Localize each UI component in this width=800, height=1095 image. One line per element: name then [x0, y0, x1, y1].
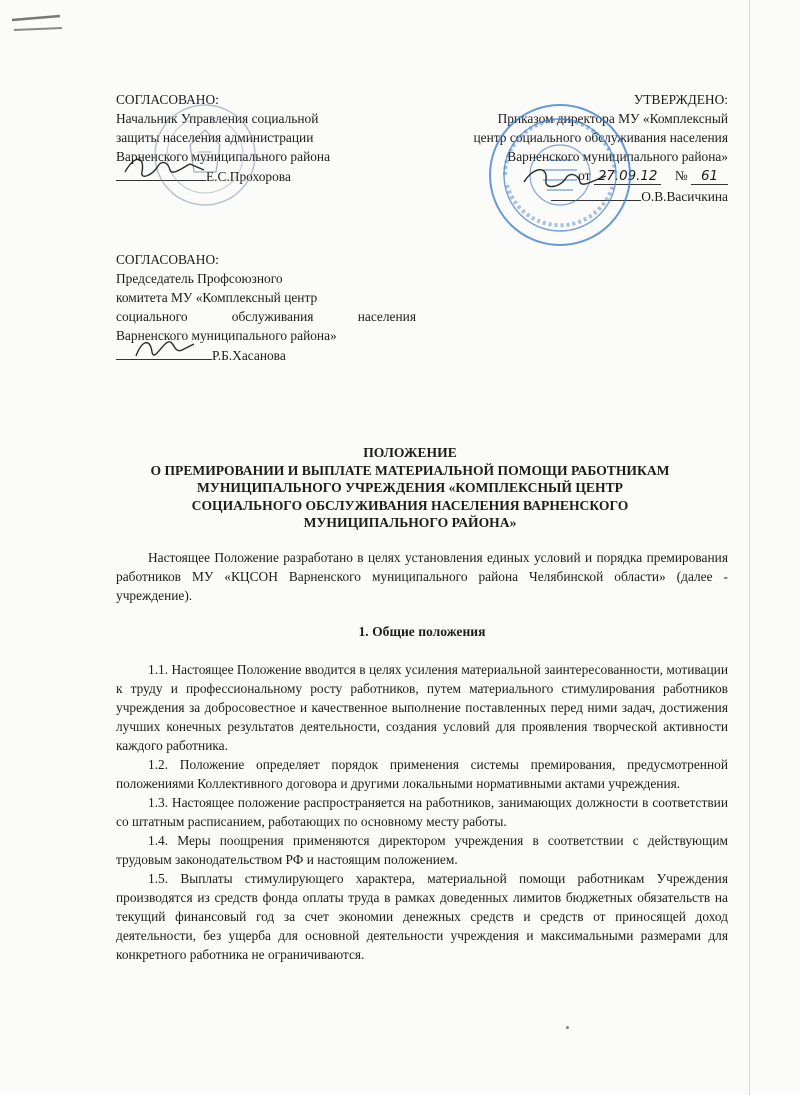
- approval-left2-line: Варненского муниципального района»: [116, 328, 337, 343]
- document-title-line: МУНИЦИПАЛЬНОГО РАЙОНА»: [303, 515, 517, 530]
- approval-left2-line: комитета МУ «Комплексный центр: [116, 290, 318, 305]
- document-title-line: О ПРЕМИРОВАНИИ И ВЫПЛАТЕ МАТЕРИАЛЬНОЙ ПОМОЩИ РАБОТНИКАМ: [150, 462, 670, 478]
- approval-left-line: Варненского муниципального района: [116, 149, 331, 164]
- approval-right-line: центр социального обслуживания населения: [473, 130, 728, 145]
- scan-speck: [566, 1026, 569, 1029]
- intro-paragraph: Настоящее Положение разработано в целях установления единых условий и порядка премирования работников МУ «КЦСОН Варненского муниципального района Челябинской области» (далее - учреждение).: [116, 550, 728, 603]
- date-prefix: от: [578, 168, 591, 183]
- approval-right-heading: УТВЕРЖДЕНО:: [633, 92, 728, 107]
- approval-left-line: Начальник Управления социальной: [116, 111, 319, 126]
- approval-left-line: защиты населения администрации: [116, 130, 314, 145]
- approval-left2-line: социального обслуживания населения: [116, 309, 416, 324]
- section-heading: 1. Общие положения: [358, 624, 486, 639]
- signature-khasanova-icon: [130, 330, 200, 366]
- approval-left2-signer: Р.Б.Хасанова: [212, 348, 286, 363]
- intro-paragraph-block: [116, 548, 728, 605]
- signature-prokhorova-icon: [120, 146, 210, 186]
- approval-left2-line: Председатель Профсоюзного: [116, 271, 283, 286]
- approval-right-line: Приказом директора МУ «Комплексный: [497, 111, 728, 126]
- section-paragraph: 1.3. Настоящее положение распространяется на работников, занимающих должности в соответствии со штатным расписанием, работающих по основному месту работы.: [116, 795, 728, 829]
- document-title: [100, 444, 720, 532]
- number-prefix: №: [674, 168, 688, 183]
- signature-vasichkina-icon: [520, 160, 610, 200]
- order-number: 61: [691, 169, 728, 185]
- section-body: [116, 660, 728, 964]
- section-paragraph: 1.2. Положение определяет порядок применения системы премирования, предусмотренной положениями Коллективного договора и другими локальными нормативными актами учреждения.: [116, 757, 728, 791]
- section-paragraph: 1.1. Настоящее Положение вводится в целях усиления материальной заинтересованности, мотивации к труду и профессиональному росту работников, путем материального стимулирования работников учреждения за добросовестное и качественное выполнение поставленных перед ними задач, достижения лучших конечных результатов деятельности, создания условий для проявления творческой активности каждого работника.: [116, 662, 728, 753]
- corner-mark-icon: [10, 10, 70, 46]
- approval-left-heading: СОГЛАСОВАНО:: [116, 92, 219, 107]
- scan-edge-line: [749, 0, 750, 1095]
- approval-right-signer: О.В.Васичкина: [641, 189, 728, 204]
- document-title-line: МУНИЦИПАЛЬНОГО УЧРЕЖДЕНИЯ «КОМПЛЕКСНЫЙ ЦЕНТР: [197, 480, 623, 495]
- order-date: 27.09.12: [594, 169, 662, 185]
- approval-left2-heading: СОГЛАСОВАНО:: [116, 252, 219, 267]
- approval-left-signer: Е.С.Прохорова: [206, 169, 291, 184]
- approval-right-line: Варненского муниципального района»: [507, 149, 728, 164]
- document-title-line: СОЦИАЛЬНОГО ОБСЛУЖИВАНИЯ НАСЕЛЕНИЯ ВАРНЕНСКОГО: [191, 497, 629, 513]
- section-paragraph: 1.5. Выплаты стимулирующего характера, материальной помощи работникам Учреждения производятся из средств фонда оплаты труда в рамках доведенных лимитов бюджетных обязательств на текущий финансовый год за счет экономии денежных средств и средств от приносящей доход деятельности, без ущерба для основной деятельности учреждения и максимальными размерами для конкретного работника не ограничиваются.: [116, 871, 728, 962]
- section-paragraph: 1.4. Меры поощрения применяются директором учреждения в соответствии с действующим трудовым законодательством РФ и настоящим положением.: [116, 833, 728, 867]
- document-title-line: ПОЛОЖЕНИЕ: [363, 445, 457, 460]
